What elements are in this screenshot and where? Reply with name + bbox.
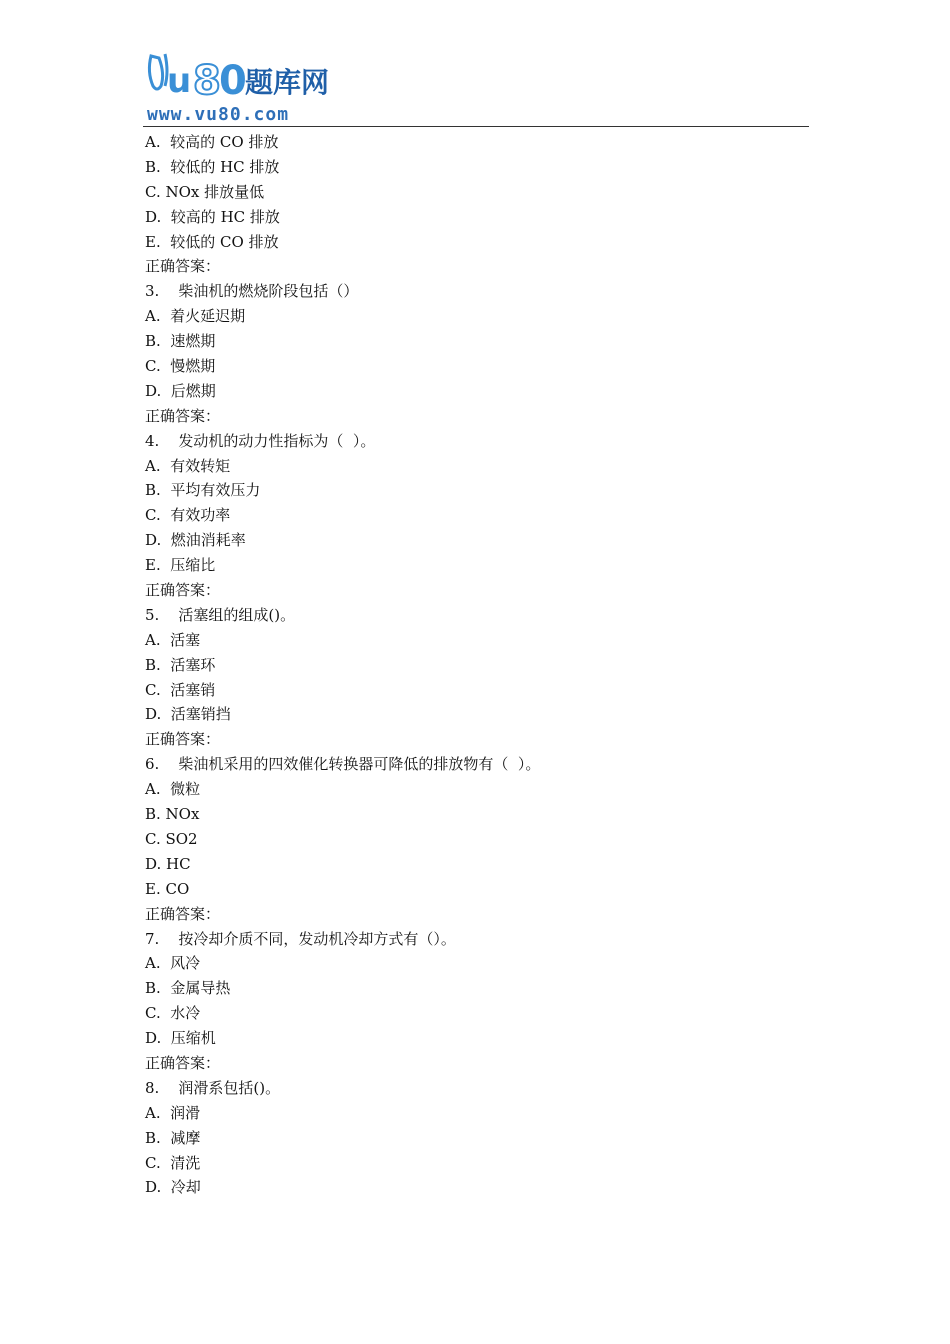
option-line: C. 清洗 [145, 1153, 201, 1172]
option-line: D. 压缩机 [145, 1029, 216, 1048]
svg-text:题库网: 题库网 [245, 66, 330, 99]
option-line: C. 水冷 [145, 1004, 201, 1023]
option-line: D. 活塞销挡 [145, 705, 231, 724]
option-line: A. 有效转矩 [145, 456, 231, 475]
answer-label: 正确答案： [145, 581, 221, 600]
option-line: D. HC [145, 854, 191, 873]
svg-text:www.vu80.com: www.vu80.com [147, 104, 290, 124]
question-content [145, 130, 805, 1200]
svg-text:8: 8 [193, 58, 221, 104]
svg-text:u: u [167, 61, 192, 101]
option-line: C. 慢燃期 [145, 357, 216, 376]
answer-label: 正确答案： [145, 257, 221, 276]
option-line: A. 微粒 [145, 780, 201, 799]
option-line: E. CO [145, 879, 190, 898]
option-line: C. SO2 [145, 829, 198, 848]
option-line: E. 压缩比 [145, 556, 216, 575]
option-line: A. 润滑 [145, 1103, 201, 1122]
option-line: C. 有效功率 [145, 506, 231, 525]
svg-text:0: 0 [219, 58, 247, 104]
option-line: B. 活塞环 [145, 655, 216, 674]
question-line: 7. 按冷却介质不同，发动机冷却方式有（）。 [145, 929, 456, 948]
answer-label: 正确答案： [145, 730, 221, 749]
option-line: A. 较高的 CO 排放 [145, 133, 279, 151]
option-line: A. 风冷 [145, 954, 201, 973]
question-line: 6. 柴油机采用的四效催化转换器可降低的排放物有（ ）。 [145, 755, 541, 774]
option-line: C. NOx 排放量低 [145, 182, 265, 201]
option-line: B. NOx [145, 805, 200, 824]
option-line: B. 减摩 [145, 1128, 201, 1147]
option-line: B. 速燃期 [145, 332, 216, 351]
option-line: B. 较低的 HC 排放 [145, 157, 280, 176]
option-line: D. 后燃期 [145, 381, 216, 400]
vu80-logo-graphic [143, 52, 343, 124]
option-line: E. 较低的 CO 排放 [145, 232, 279, 251]
option-line: B. 平均有效压力 [145, 481, 261, 500]
vu80-logo[interactable] [143, 52, 343, 124]
question-line: 4. 发动机的动力性指标为（ ）。 [145, 431, 376, 450]
answer-label: 正确答案： [145, 904, 221, 923]
question-line: 5. 活塞组的组成()。 [145, 605, 296, 624]
option-line: D. 燃油消耗率 [145, 531, 246, 550]
answer-label: 正确答案： [145, 1053, 221, 1072]
question-line: 3. 柴油机的燃烧阶段包括（） [145, 282, 359, 301]
answer-label: 正确答案： [145, 406, 221, 425]
header-divider [143, 126, 809, 127]
question-line: 8. 润滑系包括()。 [145, 1078, 281, 1097]
option-line: B. 金属导热 [145, 979, 231, 998]
option-line: C. 活塞销 [145, 680, 216, 699]
option-line: D. 冷却 [145, 1178, 201, 1197]
option-line: D. 较高的 HC 排放 [145, 207, 280, 226]
option-line: A. 活塞 [145, 630, 201, 649]
option-line: A. 着火延迟期 [145, 307, 246, 326]
